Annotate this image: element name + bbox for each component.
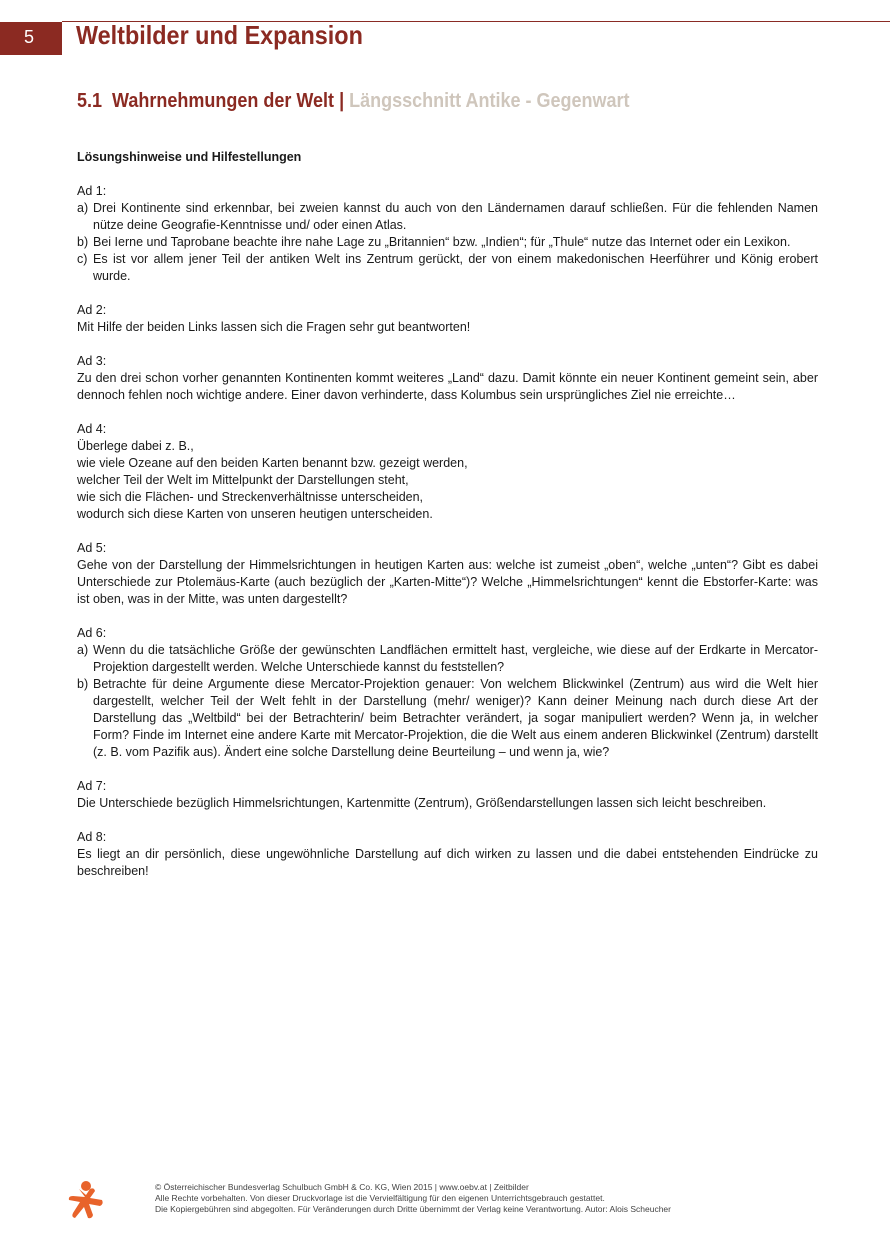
- ad3-label: Ad 3:: [77, 354, 107, 368]
- item-letter: c): [77, 252, 88, 266]
- document-body: [77, 149, 818, 897]
- ad4-line: wie viele Ozeane auf den beiden Karten benannt bzw. gezeigt werden,: [77, 456, 468, 470]
- item-text: Betrachte für deine Argumente diese Mercator-Projektion genauer: Von welchem Blickwinkel (Zentrum) aus wird die Welt hier dargestellt, welcher Teil der Welt fehlt in der Darstellung (mehr/ weniger)? Kann deiner Meinung nach durch diese Art der Darstellung das „Weltbild“ bei der Betrachterin/ beim Betrachter verändert, ja sogar manipuliert werden? Wenn ja, in welcher Form? Finde im Internet eine andere Karte mit Mercator-Projektion, die die Welt aus einem anderen Blickwinkel (Zentrum) darstellt (z. B. vom Pazifik aus). Ändert eine solche Darstellung deine Beurteilung – und wenn ja, wie?: [93, 677, 818, 759]
- chapter-title: Weltbilder und Expansion: [76, 20, 363, 50]
- ad3-text: Zu den drei schon vorher genannten Kontinenten kommt weiteres „Land“ dazu. Damit könnte ein neuer Kontinent gemeint sein, aber dennoch fehlen noch wichtige andere. Einer davon verhinderte, dass Kolumbus sein ursprüngliches Ziel nie erreichte…: [77, 371, 818, 402]
- ad8-block: [77, 829, 818, 880]
- item-text: Wenn du die tatsächliche Größe der gewünschten Landflächen ermittelt hast, vergleiche, wie diese auf der Erdkarte in Mercator-Projektion dargestellt werden. Welche Unterschiede kannst du feststellen?: [93, 643, 818, 674]
- ad2-text: Mit Hilfe der beiden Links lassen sich die Fragen sehr gut beantworten!: [77, 320, 471, 334]
- ad8-text: Es liegt an dir persönlich, diese ungewöhnliche Darstellung auf dich wirken zu lassen und die dabei entstehenden Eindrücke zu beschreiben!: [77, 847, 818, 878]
- ad2-block: [77, 302, 818, 336]
- list-item: [77, 234, 818, 251]
- ad7-block: [77, 778, 818, 812]
- ad7-text: Die Unterschiede bezüglich Himmelsrichtungen, Kartenmitte (Zentrum), Größendarstellungen lassen sich leicht beschreiben.: [77, 796, 767, 810]
- item-letter: a): [77, 643, 89, 657]
- ad4-block: [77, 421, 818, 523]
- footer-line: Die Kopiergebühren sind abgegolten. Für Veränderungen durch Dritte übernimmt der Verlag keine Verantwortung. Autor: Alois Scheucher: [155, 1204, 671, 1214]
- footer-line: Alle Rechte vorbehalten. Von dieser Druckvorlage ist die Vervielfältigung für den eigenen Unterrichtsgebrauch gestattet.: [155, 1193, 605, 1203]
- ad6-block: [77, 625, 818, 761]
- section-title: Wahrnehmungen der Welt: [112, 90, 335, 112]
- item-letter: a): [77, 201, 89, 215]
- ad1-label: Ad 1:: [77, 184, 107, 198]
- item-text: Es ist vor allem jener Teil der antiken Welt ins Zentrum gerückt, der von einem makedonischen Heerführer und König erobert wurde.: [93, 252, 818, 283]
- ad4-label: Ad 4:: [77, 422, 107, 436]
- ad4-line: wodurch sich diese Karten von unseren heutigen unterscheiden.: [77, 507, 433, 521]
- ad2-label: Ad 2:: [77, 303, 107, 317]
- section-heading: [77, 90, 630, 113]
- ad5-block: [77, 540, 818, 608]
- oebv-star-logo-icon: [67, 1180, 105, 1220]
- item-letter: b): [77, 235, 89, 249]
- item-letter: b): [77, 677, 89, 691]
- chapter-number-badge: [0, 22, 62, 55]
- list-item: [77, 251, 818, 285]
- item-text: Drei Kontinente sind erkennbar, bei zweien kannst du auch von den Ländernamen darauf schließen. Für die fehlenden Namen nütze deine Geografie-Kenntnisse und/ oder einen Atlas.: [93, 201, 818, 232]
- ad5-text: Gehe von der Darstellung der Himmelsrichtungen in heutigen Karten aus: welche ist zumeist „oben“, welche „unten“? Gibt es dabei Unterschiede zur Ptolemäus-Karte (auch bezüglich der „Karten-Mitte“)? Welche „Himmelsrichtungen“ kennt die Ebstorfer-Karte: was ist oben, was in der Mitte, was unten dargestellt?: [77, 558, 818, 606]
- ad4-line: Überlege dabei z. B.,: [77, 439, 194, 453]
- ad6-label: Ad 6:: [77, 626, 107, 640]
- solutions-heading: Lösungshinweise und Hilfestellungen: [77, 150, 302, 164]
- section-number: 5.1: [77, 90, 103, 112]
- ad4-line: wie sich die Flächen- und Streckenverhältnisse unterscheiden,: [77, 490, 424, 504]
- chapter-number: 5: [24, 27, 35, 47]
- ad1-block: [77, 183, 818, 285]
- ad7-label: Ad 7:: [77, 779, 107, 793]
- list-item: [77, 200, 818, 234]
- ad8-label: Ad 8:: [77, 830, 107, 844]
- footer-line: © Österreichischer Bundesverlag Schulbuch GmbH & Co. KG, Wien 2015 | www.oebv.at | Zeitbilder: [155, 1182, 529, 1192]
- ad4-line: welcher Teil der Welt im Mittelpunkt der Darstellungen steht,: [77, 473, 409, 487]
- ad5-label: Ad 5:: [77, 541, 107, 555]
- item-text: Bei Ierne und Taprobane beachte ihre nahe Lage zu „Britannien“ bzw. „Indien“; für „Thule“ nutze das Internet oder ein Lexikon.: [93, 235, 791, 249]
- section-subtitle: Längsschnitt Antike - Gegenwart: [349, 90, 630, 112]
- footer-copyright: [155, 1182, 671, 1215]
- ad3-block: [77, 353, 818, 404]
- list-item: [77, 676, 818, 761]
- list-item: [77, 642, 818, 676]
- section-separator: |: [339, 90, 345, 112]
